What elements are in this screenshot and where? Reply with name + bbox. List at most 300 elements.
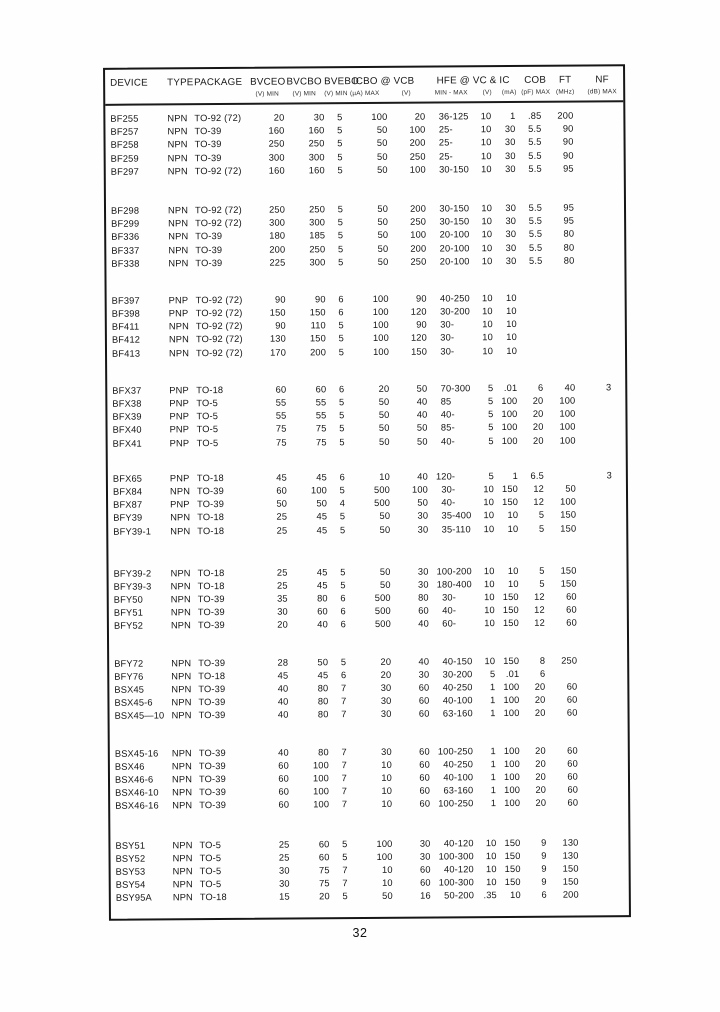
cell-bvceo: 60 — [275, 384, 287, 395]
cell-device: BSY54 — [115, 879, 146, 890]
cell-bvebo: 4 — [339, 498, 346, 509]
cell-hfe: 120- — [435, 471, 456, 482]
cell-vc: 10 — [485, 863, 497, 875]
cell-ft: 60 — [567, 745, 578, 756]
cell-vc: 10 — [485, 850, 497, 861]
cell-vcb: 250 — [410, 216, 427, 227]
cell-ft — [551, 305, 583, 318]
cell-type: NPN — [168, 218, 189, 229]
cell-bvcbo: 60 — [318, 838, 330, 849]
cell-vcb: 60 — [419, 864, 431, 875]
cell-bvebo: 7 — [341, 696, 347, 707]
cell-icbo: 50 — [378, 423, 390, 434]
cell-nf — [582, 241, 624, 254]
cell-vc: 1 — [490, 708, 496, 719]
cell-bvebo: 7 — [341, 683, 347, 694]
cell-ic: 30 — [505, 163, 516, 174]
cell-bvceo: 25 — [276, 511, 288, 522]
cell-package: TO-18 — [196, 384, 224, 396]
cell-icbo: 10 — [381, 799, 393, 810]
cell-type: NPN — [169, 486, 191, 497]
cell-vcb: 60 — [419, 798, 431, 809]
cell-cob: 12 — [533, 483, 545, 494]
cell-vcb: 60 — [418, 695, 430, 706]
cell-ic: 100 — [501, 435, 518, 446]
cell-package: TO-18 — [198, 670, 226, 681]
cell-package: TO-92 (72) — [195, 334, 243, 345]
cell-icbo: 50 — [377, 243, 389, 254]
cell-cob: 20 — [532, 395, 544, 406]
cell-bvebo: 7 — [341, 786, 348, 797]
cell-vcb: 30 — [417, 510, 429, 521]
cell-ft — [553, 667, 585, 680]
unit-hfe: MIN - MAX — [434, 89, 468, 97]
cell-ic: 150 — [504, 863, 521, 874]
cell-ic: .01 — [505, 668, 520, 679]
cell-nf — [581, 122, 623, 135]
cell-vcb: 16 — [420, 890, 431, 901]
cell-nf — [587, 888, 629, 901]
cell-nf — [586, 757, 628, 770]
cell-vc: 5 — [488, 396, 494, 407]
cell-ic: 10 — [507, 523, 519, 534]
cell-type: NPN — [172, 866, 193, 877]
cell-vc: 10 — [484, 655, 496, 666]
cell-bvceo: 160 — [268, 165, 285, 176]
cell-vcb: 250 — [410, 256, 427, 267]
cell-bvcbo: 100 — [312, 773, 330, 784]
cell-bvceo: 75 — [275, 437, 287, 448]
cell-package: TO-39 — [194, 152, 222, 163]
cell-bvcbo: 75 — [315, 423, 327, 434]
cell-bvcbo: 300 — [309, 217, 326, 228]
cell-cob: 12 — [534, 618, 545, 629]
cell-type: PNP — [169, 385, 189, 396]
cell-type: PNP — [169, 437, 190, 448]
cell-vcb: 120 — [410, 333, 427, 344]
cell-bvcbo: 300 — [309, 256, 326, 268]
cell-device: BF255 — [110, 113, 139, 124]
cell-ft: 100 — [559, 395, 576, 406]
cell-package: TO-5 — [199, 879, 222, 890]
cell-cob: 9 — [541, 863, 547, 874]
cell-icbo: 100 — [372, 320, 389, 331]
cell-cob: 9 — [541, 850, 547, 861]
cell-bvebo: 7 — [342, 878, 348, 889]
cell-bvebo: 6 — [338, 383, 345, 395]
cell-bvcbo: 80 — [317, 709, 329, 720]
cell-bvcbo: 60 — [315, 384, 327, 395]
cell-ft: 95 — [563, 163, 574, 174]
col-header-package: PACKAGE — [194, 76, 243, 89]
cell-package: TO-92 (72) — [195, 294, 243, 306]
cell-vc: 10 — [480, 137, 492, 148]
cell-hfe: 40- — [440, 435, 455, 447]
cell-bvcbo: 100 — [310, 485, 328, 496]
cell-icbo: 50 — [377, 203, 389, 214]
cell-ft — [551, 344, 583, 357]
cell-vcb: 30 — [417, 566, 429, 577]
cell-ic: 10 — [507, 565, 519, 576]
cell-nf — [586, 796, 628, 809]
cell-ft: 60 — [566, 617, 577, 629]
cell-device: BSX45-16 — [114, 748, 159, 759]
cell-vcb: 60 — [418, 708, 430, 720]
cell-vcb: 60 — [419, 785, 431, 796]
cell-vcb: 30 — [417, 579, 429, 590]
cell-nf — [583, 344, 625, 357]
cell-vc: 10 — [486, 877, 497, 888]
cell-ft: 60 — [566, 707, 578, 718]
cell-hfe: 40-100 — [442, 695, 473, 706]
cell-bvceo: 50 — [276, 498, 288, 509]
cell-nf — [585, 654, 627, 667]
cell-cob: 6.5 — [530, 470, 544, 481]
cell-type: NPN — [170, 525, 191, 536]
cell-bvcbo: 250 — [309, 204, 326, 215]
cell-cob: 12 — [533, 496, 545, 507]
cell-hfe: 30-200 — [442, 669, 473, 680]
cell-vc: 5 — [488, 422, 494, 433]
cell-package: TO-39 — [198, 697, 226, 708]
col-header-icbo-vcb: ICBO @ VCB — [352, 75, 415, 88]
cell-vcb: 150 — [411, 346, 428, 357]
cell-bvebo: 5 — [340, 566, 346, 577]
cell-hfe: 25- — [438, 124, 453, 135]
cell-package: TO-39 — [198, 747, 226, 758]
cell-vc: 10 — [483, 497, 495, 508]
cell-ft — [552, 469, 584, 482]
cell-type: NPN — [167, 139, 188, 150]
cell-bvcbo: 75 — [318, 865, 330, 876]
cell-hfe: 180-400 — [436, 579, 472, 590]
col-header-bvceo: BVCEO — [250, 76, 286, 88]
cell-cob: 5.5 — [528, 255, 543, 266]
cell-bvebo: 5 — [337, 125, 343, 136]
cell-cob: 5 — [538, 510, 545, 521]
cell-cob: 20 — [532, 408, 544, 420]
cell-nf — [584, 509, 626, 522]
cell-type: NPN — [171, 760, 193, 772]
cell-nf — [587, 875, 629, 888]
cell-hfe: 40-120 — [443, 864, 474, 875]
cell-hfe: 30- — [441, 484, 456, 495]
cell-cob — [523, 292, 551, 305]
cell-bvceo: 75 — [275, 423, 287, 435]
cell-device: BSX45 — [114, 684, 145, 695]
cell-ic: 150 — [504, 850, 521, 861]
cell-device: BSX46-6 — [114, 774, 154, 785]
cell-package: TO-39 — [198, 773, 226, 785]
cell-bvebo: 5 — [337, 217, 344, 228]
cell-nf — [583, 304, 625, 317]
cell-bvceo: 55 — [275, 410, 287, 421]
cell-vcb: 80 — [418, 592, 429, 603]
cell-type: NPN — [171, 747, 192, 758]
cell-nf — [584, 434, 626, 447]
cell-vcb: 40 — [416, 409, 428, 420]
cell-vcb: 50 — [416, 436, 428, 447]
cell-cob: 5 — [539, 565, 545, 576]
cell-vc: 10 — [481, 229, 493, 240]
col-header-hfe-vc-ic: HFE @ VC & IC — [436, 74, 510, 87]
cell-bvceo: 150 — [269, 307, 286, 318]
cell-nf — [583, 407, 625, 420]
cell-bvceo: 300 — [269, 217, 286, 228]
cell-ft: 150 — [562, 863, 579, 874]
table-row — [111, 888, 629, 905]
cell-bvceo: 60 — [278, 799, 290, 810]
cell-hfe: 40-120 — [443, 837, 474, 848]
cell-nf — [585, 667, 627, 680]
cell-vcb: 100 — [409, 124, 426, 135]
cell-cob — [523, 344, 551, 357]
cell-bvcbo: 45 — [316, 566, 328, 578]
cell-device: BFY52 — [113, 621, 144, 632]
cell-bvebo: 5 — [340, 656, 347, 667]
cell-icbo: 50 — [377, 216, 389, 228]
cell-bvebo: 5 — [342, 838, 348, 849]
device-group — [109, 654, 627, 724]
cell-icbo: 50 — [376, 151, 388, 162]
cell-device: BFY39-2 — [113, 568, 152, 579]
cell-bvebo: 5 — [342, 851, 348, 862]
cell-ft: 60 — [566, 604, 577, 615]
cell-vcb: 200 — [409, 137, 426, 149]
col-header-nf: NF — [595, 74, 609, 86]
cell-vc: 10 — [482, 306, 493, 317]
cell-ft: 60 — [566, 694, 578, 705]
cell-device: BFX87 — [113, 499, 143, 510]
cell-ft: 150 — [562, 876, 579, 887]
cell-bvebo: 5 — [338, 320, 344, 331]
cell-vc: 10 — [481, 163, 492, 174]
cell-icbo: 10 — [382, 877, 393, 888]
cell-cob: 5.5 — [528, 229, 543, 240]
cell-icbo: 500 — [374, 592, 391, 604]
cell-vc: 10 — [480, 124, 492, 135]
cell-package: TO-18 — [196, 472, 224, 483]
cell-cob: 5.5 — [528, 242, 543, 253]
cell-icbo: 20 — [380, 669, 392, 680]
cell-bvcbo: 250 — [308, 138, 325, 149]
cell-package: TO-39 — [195, 257, 223, 268]
cell-ic: 10 — [507, 510, 519, 521]
cell-bvebo: 5 — [339, 410, 345, 421]
cell-icbo: 50 — [377, 164, 388, 175]
cell-device: BFX39 — [112, 411, 142, 422]
cell-type: NPN — [171, 710, 192, 721]
cell-ft: 60 — [566, 591, 577, 602]
cell-bvebo: 5 — [337, 243, 344, 254]
cell-bvcbo: 60 — [317, 606, 328, 617]
cell-ft: 150 — [560, 565, 577, 576]
cell-nf — [584, 522, 626, 535]
col-header-ft: FT — [558, 74, 572, 86]
cell-ic: 150 — [504, 876, 521, 888]
table-row — [106, 162, 624, 179]
cell-vc: 10 — [481, 242, 493, 253]
cell-bvcbo: 80 — [317, 696, 329, 707]
cell-bvceo: 30 — [278, 865, 290, 876]
cell-vcb: 40 — [416, 396, 428, 407]
cell-bvebo: 5 — [339, 436, 345, 447]
cell-vcb: 30 — [419, 838, 431, 849]
cell-cob: 8 — [539, 655, 546, 666]
cell-bvebo: 6 — [340, 669, 347, 680]
cell-bvcbo: 75 — [315, 436, 327, 447]
cell-vc: .35 — [483, 890, 497, 901]
cell-vc: 5 — [488, 435, 494, 446]
cell-device: BSY53 — [115, 866, 146, 877]
cell-bvebo: 7 — [341, 709, 347, 720]
cell-vc: 1 — [490, 772, 497, 783]
cell-cob: 20 — [534, 694, 546, 706]
cell-bvcbo: 50 — [316, 498, 328, 509]
cell-icbo: 500 — [374, 606, 391, 617]
cell-bvcbo: 100 — [313, 799, 330, 810]
cell-hfe: 30-150 — [439, 203, 470, 214]
cell-package: TO-39 — [199, 800, 227, 811]
cell-bvcbo: 160 — [308, 165, 325, 176]
cell-ft: 40 — [564, 382, 576, 393]
cell-vc: 5 — [487, 382, 494, 393]
cell-nf: 3 — [606, 470, 612, 481]
transistor-spec-table — [103, 64, 631, 921]
cell-icbo: 20 — [378, 383, 390, 394]
cell-ft: 80 — [563, 255, 575, 266]
cell-icbo: 10 — [381, 772, 393, 783]
table-header — [105, 66, 623, 106]
cell-hfe: 30- — [442, 592, 457, 603]
cell-type: PNP — [169, 398, 189, 409]
cell-cob: 20 — [535, 745, 546, 756]
cell-device: BFX40 — [112, 424, 142, 436]
cell-device: BF337 — [111, 245, 140, 256]
cell-bvebo: 5 — [340, 580, 346, 591]
cell-vc: 10 — [480, 111, 492, 122]
cell-bvcbo: 45 — [317, 670, 329, 681]
cell-vc: 1 — [490, 758, 496, 769]
cell-cob: 5.5 — [528, 215, 543, 226]
cell-hfe: 30- — [440, 346, 455, 357]
cell-bvebo: 5 — [337, 204, 344, 215]
cell-bvcbo: 160 — [308, 125, 325, 136]
cell-icbo: 50 — [378, 396, 390, 407]
cell-ft: 50 — [565, 483, 577, 494]
cell-ic: 100 — [504, 785, 521, 796]
cell-ft: 250 — [561, 655, 578, 666]
table-body — [105, 109, 629, 919]
cell-cob: 9 — [541, 837, 547, 848]
cell-bvceo: 300 — [268, 152, 285, 163]
cell-nf — [585, 590, 627, 603]
cell-ic: 10 — [506, 332, 517, 343]
cell-device: BSY51 — [115, 840, 146, 851]
cell-bvceo: 45 — [277, 670, 289, 681]
cell-hfe: 70-300 — [440, 383, 471, 394]
cell-device: BFY76 — [114, 671, 144, 682]
cell-device: BFX65 — [112, 473, 143, 484]
cell-hfe: 40- — [442, 605, 457, 616]
cell-type: NPN — [171, 671, 192, 682]
cell-bvceo: 35 — [277, 593, 288, 604]
cell-hfe: 40- — [441, 497, 456, 508]
cell-vcb: 100 — [409, 164, 426, 175]
cell-bvcbo: 75 — [319, 878, 330, 889]
cell-package: TO-39 — [197, 499, 225, 510]
cell-icbo: 20 — [380, 656, 392, 667]
cell-ic: 30 — [505, 202, 517, 213]
cell-hfe: 100-300 — [438, 850, 474, 862]
cell-type: NPN — [167, 126, 188, 137]
cell-vc: 10 — [481, 292, 493, 304]
cell-icbo: 50 — [377, 256, 389, 267]
cell-icbo: 50 — [378, 410, 390, 421]
cell-bvceo: 30 — [277, 606, 288, 617]
cell-bvebo: 5 — [338, 333, 344, 344]
cell-cob: 6 — [541, 890, 547, 901]
cell-nf — [582, 162, 624, 175]
cell-bvebo: 5 — [338, 256, 344, 267]
cell-icbo: 100 — [373, 346, 390, 357]
cell-nf — [585, 693, 627, 706]
cell-nf — [582, 228, 624, 241]
cell-bvcbo: 300 — [308, 151, 325, 162]
cell-cob: 5.5 — [528, 150, 542, 161]
cell-bvebo: 6 — [340, 606, 346, 617]
cell-device: BSX45-6 — [114, 697, 153, 708]
cell-hfe: 100-250 — [437, 745, 474, 757]
cell-bvebo: 5 — [338, 346, 345, 357]
cell-hfe: 30-200 — [440, 306, 470, 317]
cell-type: NPN — [167, 152, 188, 163]
cell-bvebo: 5 — [339, 397, 345, 408]
cell-vcb: 40 — [418, 619, 429, 630]
cell-icbo: 30 — [380, 709, 392, 720]
cell-hfe: 60- — [442, 618, 457, 629]
cell-package: TO-39 — [198, 657, 226, 668]
cell-cob: 20 — [532, 435, 544, 446]
col-header-bvebo: BVEBO — [324, 76, 359, 88]
table-row — [106, 254, 624, 271]
cell-ft: 80 — [563, 242, 575, 253]
cell-nf — [582, 149, 624, 162]
cell-ic: 150 — [502, 618, 519, 629]
unit-bvebo: (V) MIN — [324, 90, 348, 98]
cell-package: TO-92 (72) — [194, 112, 242, 124]
cell-vc: 1 — [490, 745, 496, 756]
cell-vc: 5 — [489, 668, 496, 679]
table-row — [110, 707, 628, 724]
cell-bvceo: 55 — [275, 397, 287, 408]
cell-package: TO-39 — [198, 710, 226, 721]
cell-bvebo: 5 — [337, 230, 344, 241]
cell-hfe: 40-150 — [442, 655, 473, 667]
cell-type: NPN — [167, 165, 188, 177]
cell-cob: 20 — [535, 758, 546, 769]
cell-type: NPN — [168, 347, 190, 359]
cell-type: NPN — [172, 892, 193, 903]
cell-ic: 100 — [501, 409, 518, 420]
cell-icbo: 500 — [374, 497, 391, 509]
cell-icbo: 30 — [380, 696, 392, 707]
cell-device: BFY51 — [113, 607, 144, 619]
cell-ic: 100 — [504, 798, 521, 809]
cell-cob: .85 — [527, 110, 542, 121]
cell-type: NPN — [171, 657, 192, 668]
cell-nf — [584, 482, 626, 495]
